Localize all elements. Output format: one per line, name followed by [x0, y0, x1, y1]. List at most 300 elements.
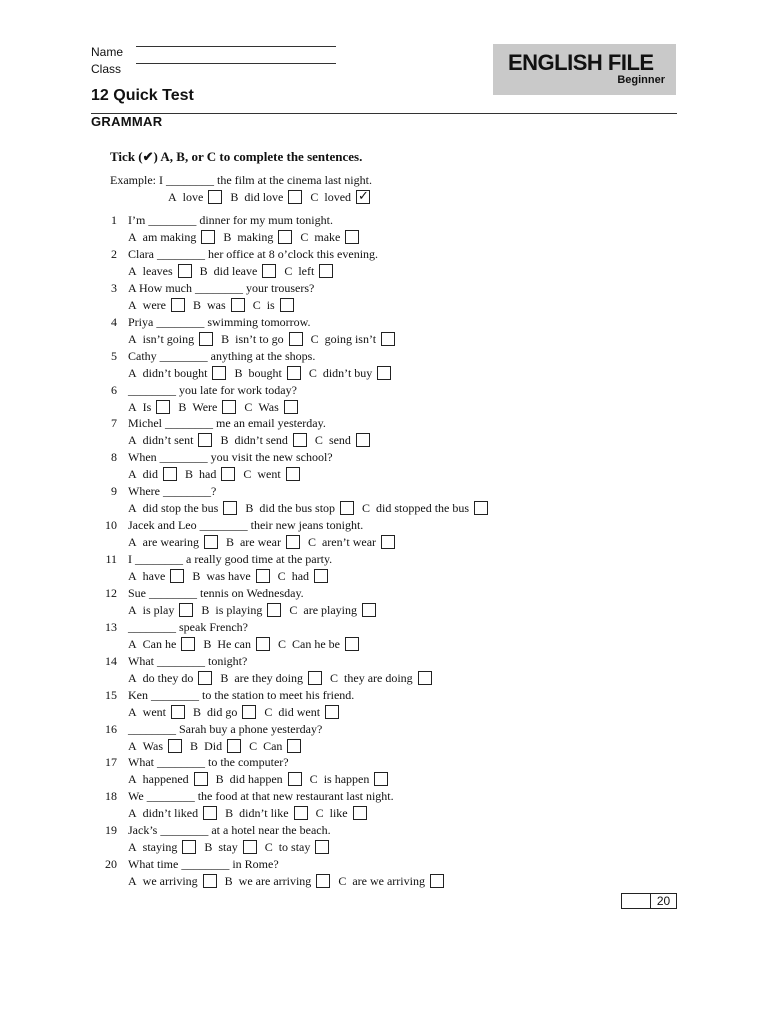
answer-option — [203, 636, 270, 652]
option-text: are they doing — [234, 671, 304, 685]
tick-box[interactable] — [231, 298, 245, 312]
answer-options — [128, 365, 399, 381]
answer-options — [128, 839, 337, 855]
question-text: We ________ the food at that new restaurant last night. — [128, 789, 394, 803]
answer-options — [128, 432, 378, 448]
tick-box[interactable] — [286, 467, 300, 481]
tick-box[interactable] — [171, 298, 185, 312]
score-total: 20 — [656, 894, 671, 908]
option-text: isn’t to go — [235, 332, 284, 346]
option-letter: C — [264, 705, 273, 719]
tick-box[interactable] — [314, 569, 328, 583]
answer-option — [178, 399, 236, 415]
tick-box[interactable] — [170, 569, 184, 583]
option-letter: C — [330, 671, 339, 685]
answer-option — [190, 738, 241, 754]
tick-box[interactable] — [156, 400, 170, 414]
tick-box[interactable] — [289, 332, 303, 346]
option-text: didn’t sent — [142, 433, 194, 447]
tick-box[interactable] — [325, 705, 339, 719]
option-text: didn’t bought — [142, 366, 208, 380]
section-heading: GRAMMAR — [91, 114, 163, 129]
answer-option — [221, 331, 302, 347]
tick-box[interactable] — [198, 433, 212, 447]
example-prefix: Example: — [110, 173, 156, 187]
option-text: happened — [142, 772, 189, 786]
tick-box[interactable] — [288, 190, 302, 204]
option-letter: B — [185, 467, 194, 481]
option-text: have — [142, 569, 166, 583]
option-letter: A — [128, 400, 137, 414]
tick-box[interactable] — [345, 230, 359, 244]
option-letter: C — [310, 332, 319, 346]
option-letter: A — [128, 230, 137, 244]
example-option — [168, 189, 222, 205]
tick-box[interactable] — [227, 739, 241, 753]
answer-options — [128, 771, 396, 787]
tick-box[interactable] — [356, 433, 370, 447]
tick-box[interactable] — [353, 806, 367, 820]
tick-box[interactable] — [381, 332, 395, 346]
option-letter: B — [204, 840, 213, 854]
answer-options — [128, 636, 367, 652]
tick-box[interactable] — [278, 230, 292, 244]
test-title: 12 Quick Test — [91, 87, 194, 104]
answer-options — [128, 704, 347, 720]
answer-option — [128, 399, 170, 415]
example-option — [310, 189, 370, 205]
checked-tick-box[interactable] — [356, 190, 370, 204]
answer-options — [128, 670, 440, 686]
option-letter: C — [277, 569, 286, 583]
option-text: send — [328, 433, 351, 447]
tick-box[interactable] — [221, 467, 235, 481]
tick-box[interactable] — [430, 874, 444, 888]
section-divider — [91, 113, 677, 114]
answer-options — [128, 568, 336, 584]
tick-box[interactable] — [287, 739, 301, 753]
question-text: What time ________ in Rome? — [128, 857, 279, 871]
answer-option — [245, 500, 354, 516]
answer-option — [128, 297, 185, 313]
answer-option — [185, 466, 235, 482]
option-letter: A — [128, 671, 137, 685]
option-letter: B — [193, 705, 202, 719]
option-text: make — [314, 230, 341, 244]
question-text: What ________ tonight? — [128, 654, 248, 668]
answer-option — [330, 670, 432, 686]
option-text: didn’t liked — [142, 806, 199, 820]
option-letter: B — [220, 671, 229, 685]
answer-option — [284, 263, 333, 279]
answer-option — [128, 500, 237, 516]
tick-box[interactable] — [340, 501, 354, 515]
answer-option — [216, 771, 302, 787]
option-text: didn’t buy — [322, 366, 373, 380]
option-letter: C — [264, 840, 273, 854]
question-number: 2 — [111, 247, 117, 261]
question-text: Jacek and Leo ________ their new jeans tonight. — [128, 518, 364, 532]
answer-option — [223, 229, 292, 245]
answer-option — [204, 839, 256, 855]
answer-option — [128, 636, 195, 652]
option-letter: A — [128, 501, 137, 515]
question-text: Ken ________ to the station to meet his friend. — [128, 688, 355, 702]
score-box — [621, 893, 677, 909]
option-text: did happen — [229, 772, 283, 786]
option-text: making — [237, 230, 274, 244]
option-letter: A — [128, 840, 137, 854]
answer-option — [316, 805, 367, 821]
option-text: stay — [218, 840, 238, 854]
tick-box[interactable] — [418, 671, 432, 685]
option-text: we are arriving — [238, 874, 312, 888]
answer-option — [200, 263, 277, 279]
question-number: 15 — [105, 688, 117, 702]
tick-box[interactable] — [243, 840, 257, 854]
option-letter: A — [128, 806, 137, 820]
tick-box[interactable] — [208, 190, 222, 204]
tick-box[interactable] — [316, 874, 330, 888]
tick-box[interactable] — [362, 603, 376, 617]
option-text: am making — [142, 230, 197, 244]
tick-box[interactable] — [203, 806, 217, 820]
question-number: 3 — [111, 281, 117, 295]
question-number: 1 — [111, 213, 117, 227]
tick-box[interactable] — [256, 569, 270, 583]
option-text: do they do — [142, 671, 194, 685]
option-text: is playing — [215, 603, 263, 617]
class-field[interactable] — [136, 63, 336, 64]
answer-options — [128, 263, 341, 279]
option-text: like — [329, 806, 348, 820]
question-text: Priya ________ swimming tomorrow. — [128, 315, 311, 329]
option-text: aren’t wear — [321, 535, 377, 549]
tick-box[interactable] — [201, 230, 215, 244]
option-letter: A — [128, 874, 137, 888]
option-text: Can he be — [292, 637, 340, 651]
option-letter: C — [309, 772, 318, 786]
option-letter: B — [192, 569, 201, 583]
option-text: to stay — [278, 840, 311, 854]
option-text: isn’t going — [142, 332, 195, 346]
question-number: 9 — [111, 484, 117, 498]
answer-options — [128, 331, 403, 347]
option-letter: C — [338, 874, 347, 888]
option-text: was — [207, 298, 226, 312]
tick-box[interactable] — [262, 264, 276, 278]
tick-box[interactable] — [199, 332, 213, 346]
question-number: 19 — [105, 823, 117, 837]
option-letter: A — [128, 603, 137, 617]
answer-option — [278, 568, 328, 584]
option-letter: B — [203, 637, 212, 651]
option-letter: C — [243, 467, 252, 481]
option-text: is happen — [323, 772, 370, 786]
question-number: 10 — [105, 518, 117, 532]
option-text: are playing — [303, 603, 358, 617]
question-text: A How much ________ your trousers? — [128, 281, 315, 295]
question-text: When ________ you visit the new school? — [128, 450, 333, 464]
tick-box[interactable] — [179, 603, 193, 617]
option-text: Were — [192, 400, 218, 414]
option-text: Can — [263, 739, 283, 753]
question-text: ________ you late for work today? — [128, 383, 297, 397]
answer-option — [192, 568, 269, 584]
option-letter: A — [128, 569, 137, 583]
tick-box[interactable] — [203, 874, 217, 888]
answer-option — [362, 500, 488, 516]
answer-option — [300, 229, 359, 245]
answer-option — [338, 873, 444, 889]
answer-option — [225, 805, 307, 821]
tick-box[interactable] — [204, 535, 218, 549]
tick-box[interactable] — [284, 400, 298, 414]
option-text: Is — [142, 400, 152, 414]
answer-option — [310, 771, 389, 787]
option-text: had — [199, 467, 217, 481]
name-label: Name — [91, 45, 124, 59]
option-letter: C — [314, 433, 323, 447]
option-text: Was — [142, 739, 164, 753]
answer-option — [311, 331, 395, 347]
answer-option — [128, 263, 192, 279]
option-text: bought — [248, 366, 282, 380]
tick-box[interactable] — [377, 366, 391, 380]
option-letter: C — [300, 230, 309, 244]
answer-option — [201, 602, 281, 618]
option-letter: A — [128, 705, 137, 719]
option-text: did went — [278, 705, 321, 719]
answer-option — [128, 534, 218, 550]
option-letter: A — [128, 467, 137, 481]
option-letter: A — [128, 739, 137, 753]
option-text: didn’t like — [239, 806, 289, 820]
option-text: did go — [207, 705, 238, 719]
option-text: are wearing — [142, 535, 199, 549]
option-text: we arriving — [142, 874, 198, 888]
option-text: going isn’t — [324, 332, 377, 346]
example-option — [230, 189, 302, 205]
question-number: 6 — [111, 383, 117, 397]
tick-box[interactable] — [256, 637, 270, 651]
option-text: they are doing — [344, 671, 413, 685]
answer-option — [193, 297, 245, 313]
answer-option — [264, 704, 339, 720]
question-number: 20 — [105, 857, 117, 871]
option-letter: C — [315, 806, 324, 820]
answer-option — [193, 704, 256, 720]
tick-box[interactable] — [315, 840, 329, 854]
answer-option — [128, 365, 226, 381]
answer-option — [128, 839, 196, 855]
answer-option — [309, 365, 391, 381]
option-letter: B — [199, 264, 208, 278]
answer-option — [226, 534, 300, 550]
answer-option — [128, 670, 212, 686]
answer-option — [308, 534, 395, 550]
question-text: Jack’s ________ at a hotel near the beach. — [128, 823, 331, 837]
question-text: Sue ________ tennis on Wednesday. — [128, 586, 304, 600]
tick-box[interactable] — [288, 772, 302, 786]
option-letter: B — [225, 806, 234, 820]
option-text: is play — [142, 603, 175, 617]
tick-box[interactable] — [286, 535, 300, 549]
option-letter: A — [128, 637, 137, 651]
question-text: Michel ________ me an email yesterday. — [128, 416, 326, 430]
logo-title: ENGLISH FILE — [508, 50, 654, 75]
question-text: What ________ to the computer? — [128, 755, 289, 769]
option-letter: A — [128, 332, 137, 346]
question-text: Cathy ________ anything at the shops. — [128, 349, 316, 363]
answer-option — [128, 805, 217, 821]
tick-box[interactable] — [171, 705, 185, 719]
answer-option — [128, 432, 212, 448]
option-letter: A — [128, 772, 137, 786]
question-number: 16 — [105, 722, 117, 736]
answer-options — [128, 399, 306, 415]
answer-option — [253, 297, 294, 313]
option-letter: C — [278, 637, 287, 651]
question-text: ________ speak French? — [128, 620, 248, 634]
tick-box[interactable] — [222, 400, 236, 414]
score-input[interactable] — [622, 894, 651, 908]
instruction: Tick (✔) A, B, or C to complete the sentences. — [110, 149, 363, 164]
option-letter: C — [284, 264, 293, 278]
tick-box[interactable] — [345, 637, 359, 651]
answer-option — [128, 568, 184, 584]
tick-box[interactable] — [194, 772, 208, 786]
option-text: was have — [206, 569, 251, 583]
answer-option — [289, 602, 376, 618]
option-letter: B — [190, 739, 199, 753]
tick-box[interactable] — [242, 705, 256, 719]
question-number: 14 — [105, 654, 117, 668]
answer-option — [128, 602, 193, 618]
question-number: 7 — [111, 416, 117, 430]
option-letter: A — [128, 298, 137, 312]
option-letter: A — [128, 366, 137, 380]
option-letter: B — [221, 332, 230, 346]
option-letter: B — [225, 535, 234, 549]
tick-box[interactable] — [294, 806, 308, 820]
option-letter: A — [168, 190, 177, 204]
tick-box[interactable] — [178, 264, 192, 278]
option-letter: C — [362, 501, 371, 515]
option-letter: B — [193, 298, 202, 312]
tick-box[interactable] — [319, 264, 333, 278]
option-letter: A — [128, 264, 137, 278]
option-text: He can — [217, 637, 251, 651]
option-letter: C — [310, 190, 319, 204]
tick-box[interactable] — [280, 298, 294, 312]
option-text: left — [298, 264, 315, 278]
option-letter: B — [234, 366, 243, 380]
answer-option — [128, 331, 213, 347]
question-text: Where ________? — [128, 484, 217, 498]
tick-box[interactable] — [163, 467, 177, 481]
tick-box[interactable] — [293, 433, 307, 447]
tick-box[interactable] — [474, 501, 488, 515]
option-text: are wear — [239, 535, 281, 549]
answer-option — [128, 771, 208, 787]
question-number: 13 — [105, 620, 117, 634]
tick-box[interactable] — [198, 671, 212, 685]
tick-box[interactable] — [182, 840, 196, 854]
tick-box[interactable] — [308, 671, 322, 685]
option-letter: B — [223, 230, 232, 244]
answer-option — [128, 704, 185, 720]
tick-box[interactable] — [168, 739, 182, 753]
tick-box[interactable] — [181, 637, 195, 651]
answer-options — [128, 602, 384, 618]
option-text: went — [257, 467, 281, 481]
option-letter: B — [245, 501, 254, 515]
option-letter: C — [307, 535, 316, 549]
option-letter: B — [224, 874, 233, 888]
tick-box[interactable] — [381, 535, 395, 549]
option-text: went — [142, 705, 166, 719]
option-letter: A — [128, 535, 137, 549]
option-text: Can he — [142, 637, 177, 651]
tick-box[interactable] — [212, 366, 226, 380]
answer-option — [315, 432, 370, 448]
class-label: Class — [91, 62, 122, 76]
answer-option — [278, 636, 359, 652]
answer-option — [220, 432, 306, 448]
tick-box[interactable] — [374, 772, 388, 786]
answer-option — [128, 873, 217, 889]
tick-box[interactable] — [223, 501, 237, 515]
option-letter: B — [178, 400, 187, 414]
answer-option — [243, 466, 299, 482]
option-letter: C — [244, 400, 253, 414]
question-text: I ________ a really good time at the party. — [128, 552, 333, 566]
tick-box[interactable] — [287, 366, 301, 380]
name-field[interactable] — [136, 46, 336, 47]
example-sentence-row — [110, 173, 372, 188]
answer-options — [128, 738, 309, 754]
answer-option — [225, 873, 331, 889]
answer-option — [128, 738, 182, 754]
example-options — [168, 189, 378, 205]
option-text: Was — [258, 400, 279, 414]
question-number: 4 — [111, 315, 117, 329]
question-text: I’m ________ dinner for my mum tonight. — [128, 213, 333, 227]
option-text: had — [291, 569, 310, 583]
option-letter: B — [215, 772, 224, 786]
option-letter: C — [252, 298, 261, 312]
answer-options — [128, 229, 367, 245]
answer-option — [244, 399, 297, 415]
option-letter: A — [128, 433, 137, 447]
answer-options — [128, 500, 496, 516]
question-number: 12 — [105, 586, 117, 600]
example-sentence: I ________ the film at the cinema last night. — [158, 173, 372, 187]
answer-option — [128, 466, 177, 482]
question-number: 5 — [111, 349, 117, 363]
option-letter: B — [201, 603, 210, 617]
option-text: were — [142, 298, 166, 312]
option-text: Did — [204, 739, 223, 753]
answer-option — [220, 670, 322, 686]
tick-box[interactable] — [267, 603, 281, 617]
english-file-logo — [493, 44, 676, 95]
question-number: 18 — [105, 789, 117, 803]
answer-option — [234, 365, 300, 381]
question-number: 8 — [111, 450, 117, 464]
question-number: 11 — [105, 552, 117, 566]
